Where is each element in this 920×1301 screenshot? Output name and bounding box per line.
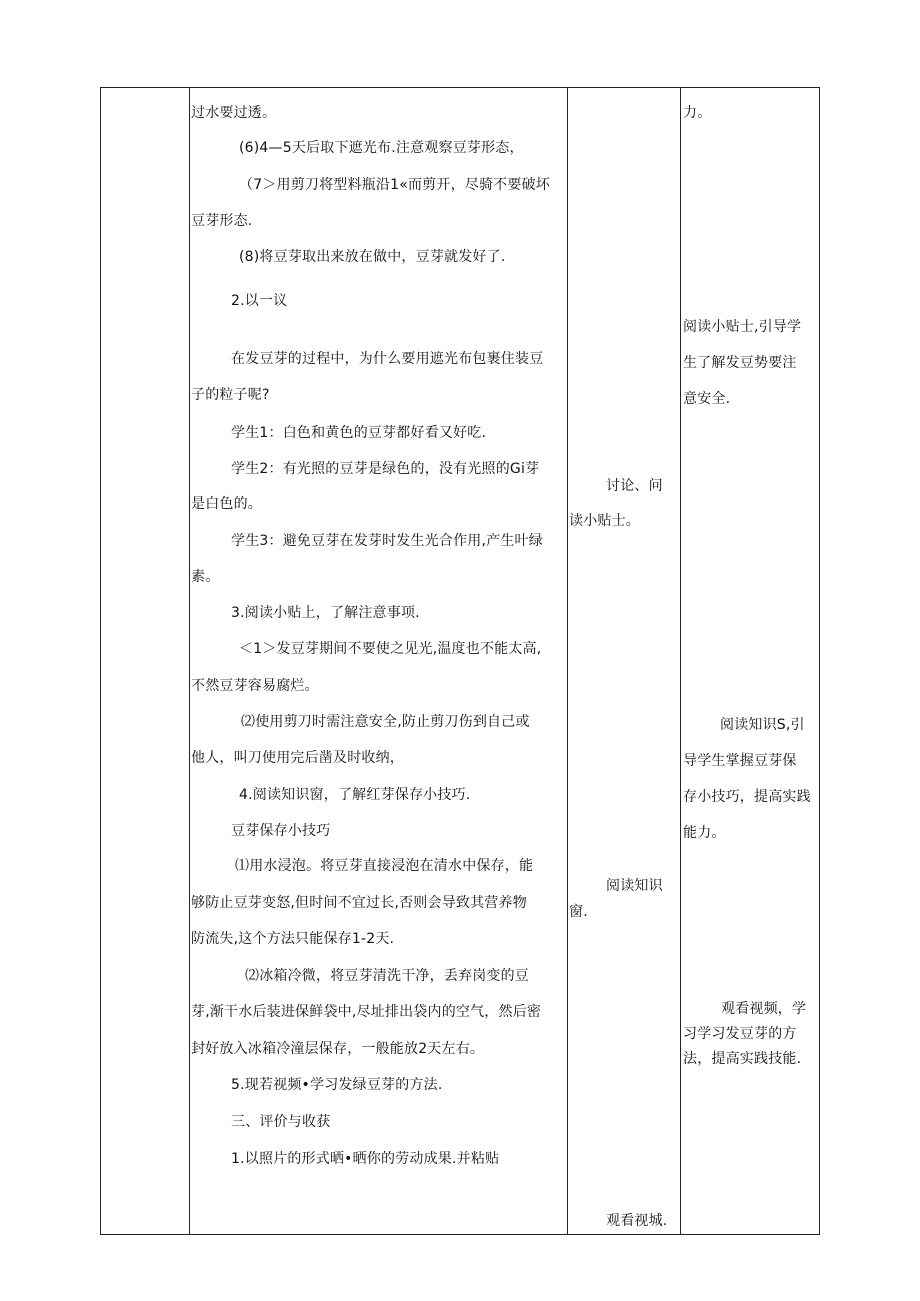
content-line: 在发豆芽的过程中，为什么要用遮光布包裹住装豆: [231, 351, 544, 367]
intent-line: 力。: [683, 105, 712, 121]
content-line: 学生1：白色和黄色的豆芽都好看又好吃.: [231, 425, 487, 441]
content-line: 防流失,这个方法只能保存1-2天.: [191, 931, 395, 947]
intent-line: 习学习发豆芽的方: [683, 1026, 797, 1042]
content-line: 3.阅读小贴上，了解注意事项.: [231, 605, 420, 621]
content-line: （7＞用剪刀将型料瓶沿1«而剪开，尽骑不要破坏: [239, 177, 550, 193]
activity-line: 窗.: [569, 904, 588, 920]
content-line: 够防止豆芽变怒,但时间不宜过长,否则会导致其营养物: [191, 895, 527, 911]
content-line: 豆芽保存小技巧: [231, 823, 331, 839]
intent-line: 生了解发豆势要注: [683, 355, 797, 371]
intent-line: 能力。: [683, 825, 726, 841]
content-line: 芽,渐干水后装进保鲜袋中,尽址排出袋内的空气，然后密: [191, 1004, 542, 1020]
content-line: ＜1＞发豆芽期间不要使之见光,温度也不能太高,: [239, 641, 542, 657]
content-line: 他人，叫刀使用完后凿及时收纳，: [191, 750, 404, 766]
content-line: ⑵冰箱冷微，将豆芽清洗干净，丢弃岗变的豆: [245, 968, 529, 984]
content-line: ⑵使用剪刀时需注意安全,防止剪刀伤到自己或: [241, 714, 530, 730]
content-line: 过水要过透。: [191, 105, 277, 121]
content-line: 5.现若视频•学习发绿豆芽的方法.: [231, 1077, 443, 1093]
content-line: 素。: [191, 569, 220, 585]
content-line: 封好放入冰箱冷潼层保存，一般能放2天左右。: [191, 1041, 485, 1057]
content-line: 是白色的。: [191, 496, 262, 512]
intent-line: 存小技巧，提高实践: [683, 789, 811, 805]
content-line: 豆芽形态.: [191, 213, 253, 229]
column-divider-2: [567, 87, 568, 1235]
intent-line: 意安全.: [683, 391, 731, 407]
activity-line: 讨论、问: [606, 478, 663, 494]
intent-line: 阅读小贴士,引导学: [683, 319, 802, 335]
content-line: 不然豆芽容易腐烂。: [191, 678, 319, 694]
content-line: 4.阅读知识窗，了解红芽保存小技巧.: [239, 787, 471, 803]
intent-line: 观看视频，学: [721, 1001, 807, 1017]
column-divider-1: [189, 87, 190, 1235]
content-line: 1.以照片的形式晒•晒你的劳动成果.并粘贴: [231, 1151, 500, 1167]
content-line: 三、评价与收获: [231, 1114, 331, 1130]
content-line: 学生2：有光照的豆芽是绿色的，没有光照的Gi芽: [231, 461, 540, 477]
intent-line: 导学生掌握豆芽保: [683, 753, 797, 769]
activity-line: 读小贴士。: [569, 513, 640, 529]
content-line: (8)将豆芽取出来放在做中，豆芽就发好了.: [239, 249, 506, 265]
activity-line: 观看视城.: [606, 1213, 668, 1229]
activity-line: 阅读知识: [606, 878, 663, 894]
content-line: (6)4—5天后取下遮光布.注意观察豆芽形态，: [239, 140, 524, 156]
intent-line: 阅读知识S,引: [720, 717, 805, 733]
content-line: 学生3：避免豆芽在发芽时发生光合作用,产生叶绿: [231, 533, 543, 549]
column-divider-3: [680, 87, 681, 1235]
content-line: 子的粒子呢?: [191, 387, 270, 403]
content-line: ⑴用水浸泡。将豆芽直接浸泡在清水中保存，能: [235, 858, 534, 874]
content-line: 2.以一议: [231, 293, 288, 309]
intent-line: 法，提高实践技能.: [683, 1051, 802, 1067]
